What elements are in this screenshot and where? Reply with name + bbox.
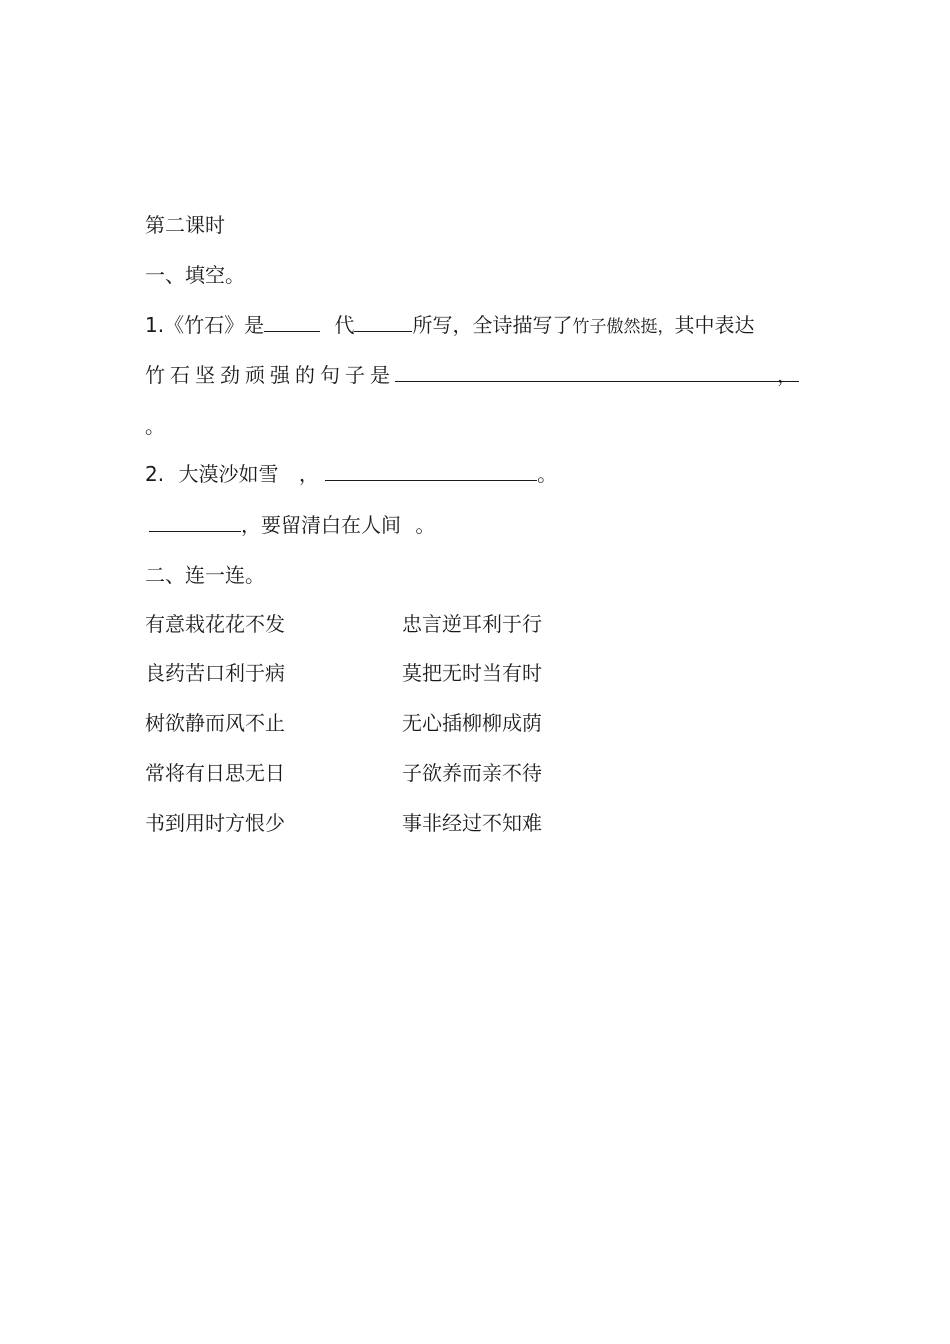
q1-text-e: 其中表达 bbox=[674, 313, 755, 337]
q1-blank-dynasty[interactable] bbox=[264, 311, 320, 332]
match-right-item-3[interactable]: 无心插柳柳成荫 bbox=[402, 711, 542, 735]
q2-text-c: 。 bbox=[537, 462, 558, 486]
match-left-item-5[interactable]: 书到用时方恨少 bbox=[145, 811, 285, 835]
q1-line2 bbox=[145, 361, 799, 389]
q1-line2-text: 竹石坚劲顽强的句子是 bbox=[145, 363, 395, 387]
q2-blank-line1[interactable] bbox=[325, 460, 537, 481]
lesson-title: 第二课时 bbox=[145, 213, 225, 237]
q1-text-d: 竹子傲然挺， bbox=[572, 317, 675, 337]
q2-text-b: ， bbox=[298, 462, 319, 486]
q2-line2-end: 。 bbox=[415, 513, 436, 537]
match-right-item-4[interactable]: 子欲养而亲不待 bbox=[402, 761, 542, 785]
q1-text-b: 代 bbox=[334, 313, 355, 337]
match-left-item-1[interactable]: 有意栽花花不发 bbox=[145, 612, 285, 636]
match-right-item-5[interactable]: 事非经过不知难 bbox=[402, 811, 542, 835]
match-right-item-1[interactable]: 忠言逆耳利于行 bbox=[402, 612, 542, 636]
q1-line2-end-wrap bbox=[777, 361, 799, 387]
q1-number: 1. bbox=[145, 313, 165, 337]
q2-line1 bbox=[145, 460, 557, 488]
q1-line2-end: ， bbox=[777, 363, 797, 387]
q2-line2 bbox=[145, 511, 435, 539]
q2-blank-line2[interactable] bbox=[149, 511, 241, 532]
q2-text-a: 大漠沙如雪 bbox=[178, 462, 279, 486]
q1-blank-author[interactable] bbox=[354, 311, 412, 332]
q2-line2-text: ，要留清白在人间 bbox=[241, 513, 401, 537]
q2-number: 2. bbox=[145, 462, 165, 486]
q1-blank-sentence1[interactable] bbox=[395, 361, 777, 382]
match-left-item-4[interactable]: 常将有日思无日 bbox=[145, 761, 285, 785]
q1-text-a: 《竹石》是 bbox=[164, 313, 265, 337]
section1-heading: 一、填空。 bbox=[145, 263, 245, 287]
match-right-item-2[interactable]: 莫把无时当有时 bbox=[402, 661, 542, 685]
match-left-item-2[interactable]: 良药苦口利于病 bbox=[145, 661, 285, 685]
q1-line3: 。 bbox=[145, 414, 165, 438]
match-left-item-3[interactable]: 树欲静而风不止 bbox=[145, 711, 285, 735]
q1-text-c: 所写，全诗描写了 bbox=[412, 313, 573, 337]
section2-heading: 二、连一连。 bbox=[145, 563, 265, 587]
q1-line1 bbox=[145, 311, 754, 341]
